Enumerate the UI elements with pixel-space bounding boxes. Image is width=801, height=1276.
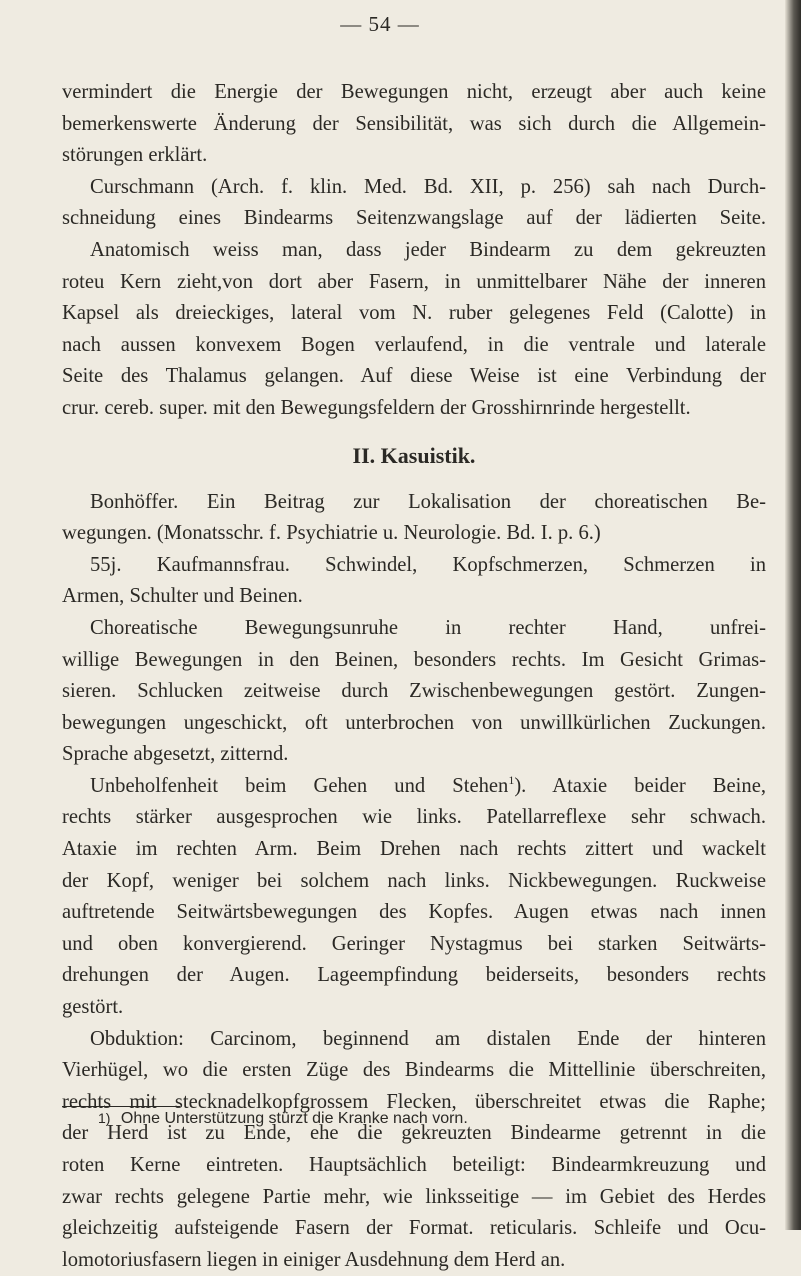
text-line: störungen erklärt. [62,144,208,167]
case-autopsy [62,1024,766,1276]
text-line: willige Bewegungen in den Beinen, besonders rechts. Im Gesicht Grimas- [62,648,766,671]
text-line: der Kopf, weniger bei solchem nach links. Nickbewegungen. Ruckweise [62,869,766,892]
text-line: Choreatische Bewegungsunruhe in rechter Hand, unfrei- [90,616,766,639]
text-line: bewegungen ungeschickt, oft unterbrochen von unwillkürlichen Zuckungen. [62,711,766,734]
text-line: bemerkenswerte Änderung der Sensibilität, was sich durch die Allgemein- [62,112,766,135]
text-line: vermindert die Energie der Bewegungen nicht, erzeugt aber auch keine [62,81,766,103]
paragraph-1 [62,77,766,172]
text-line: sieren. Schlucken zeitweise durch Zwischenbewegungen gestört. Zungen- [62,680,766,703]
text-line: gestört. [62,996,124,1019]
text-line: rechts stärker ausgesprochen wie links. Patellarreflexe sehr schwach. [62,806,766,829]
text-line: gleichzeitig aufsteigende Fasern der Format. reticularis. Schleife und Ocu- [62,1217,766,1240]
text-line: 55j. Kaufmannsfrau. Schwindel, Kopfschmerzen, Schmerzen in [90,553,766,576]
text-line: roten Kerne eintreten. Hauptsächlich beteiligt: Bindearmkreuzung und [62,1154,766,1176]
page-edge-shadow [785,0,801,1230]
text-line: drehungen der Augen. Lageempfindung beiderseits, besonders rechts [62,964,766,987]
text-line: roteu Kern zieht,von dort aber Fasern, in unmittelbarer Nähe der inneren [62,270,766,293]
page-number: — 54 — [340,12,420,36]
text-line: crur. cereb. super. mit den Bewegungsfeldern der Grosshirnrinde hergestellt. [62,396,691,419]
footnote-number: 1) [98,1110,111,1126]
text-line: auftretende Seitwärtsbewegungen des Kopfes. Augen etwas nach innen [62,901,766,924]
text-line: Ataxie im rechten Arm. Beim Drehen nach rechts zittert und wackelt [62,838,766,861]
text-line: Obduktion: Carcinom, beginnend am distalen Ende der hinteren [90,1027,766,1050]
text-line: Bonhöffer. Ein Beitrag zur Lokalisation der choreatischen Be- [90,490,766,513]
case-symptoms [62,613,766,771]
paragraph-2 [62,172,766,425]
text-line: Seite des Thalamus gelangen. Auf diese Weise ist eine Verbindung der [62,365,766,388]
text-line [62,771,766,803]
text-line: schneidung eines Bindearms Seitenzwangslage auf der lädierten Seite. [62,207,766,230]
footnote [98,1110,468,1128]
text-line: zwar rechts gelegene Partie mehr, wie linksseitige — im Gebiet des Herdes [62,1185,766,1208]
text-line: Kapsel als dreieckiges, lateral vom N. ruber gelegenes Feld (Calotte) in [62,302,766,325]
case-patient [62,550,766,613]
text-line: Sprache abgesetzt, zitternd. [62,743,289,766]
text-line: wegungen. (Monatsschr. f. Psychiatrie u. Neurologie. Bd. I. p. 6.) [62,522,601,545]
text-line: lomotoriusfasern liegen in einiger Ausdehnung dem Herd an. [62,1248,566,1271]
footnote-text: Ohne Unterstützung stürzt die Kranke nach vorn. [120,1110,468,1127]
footnote-divider [62,1106,180,1107]
text-line: und oben konvergierend. Geringer Nystagmus bei starken Seitwärts- [62,932,766,955]
text-segment: ). Ataxie beider Beine, [514,774,766,797]
text-line: rechts mit stecknadelkopfgrossem Flecken, überschreitet etwas die Raphe; [62,1090,766,1113]
text-line: der Herd ist zu Ende, ehe die gekreuzten Bindearme getrennt in die [62,1122,766,1145]
text-line: Armen, Schulter und Beinen. [62,585,303,608]
footnote-ref: 1 [508,773,515,788]
text-line: nach aussen konvexem Bogen verlaufend, in die ventrale und laterale [62,333,766,356]
section-heading: II. Kasuistik. [352,442,476,468]
text-line: Curschmann (Arch. f. klin. Med. Bd. XII, p. 256) sah nach Durch- [90,175,766,198]
page-text [62,77,766,1276]
case-ataxia [62,771,766,1024]
text-line: Vierhügel, wo die ersten Züge des Bindearms die Mittellinie überschreiten, [62,1059,766,1082]
text-line: Anatomisch weiss man, dass jeder Bindearm zu dem gekreuzten [90,238,766,261]
text-segment: Unbeholfenheit beim Gehen und Stehen [90,774,509,797]
case-citation [62,487,766,550]
